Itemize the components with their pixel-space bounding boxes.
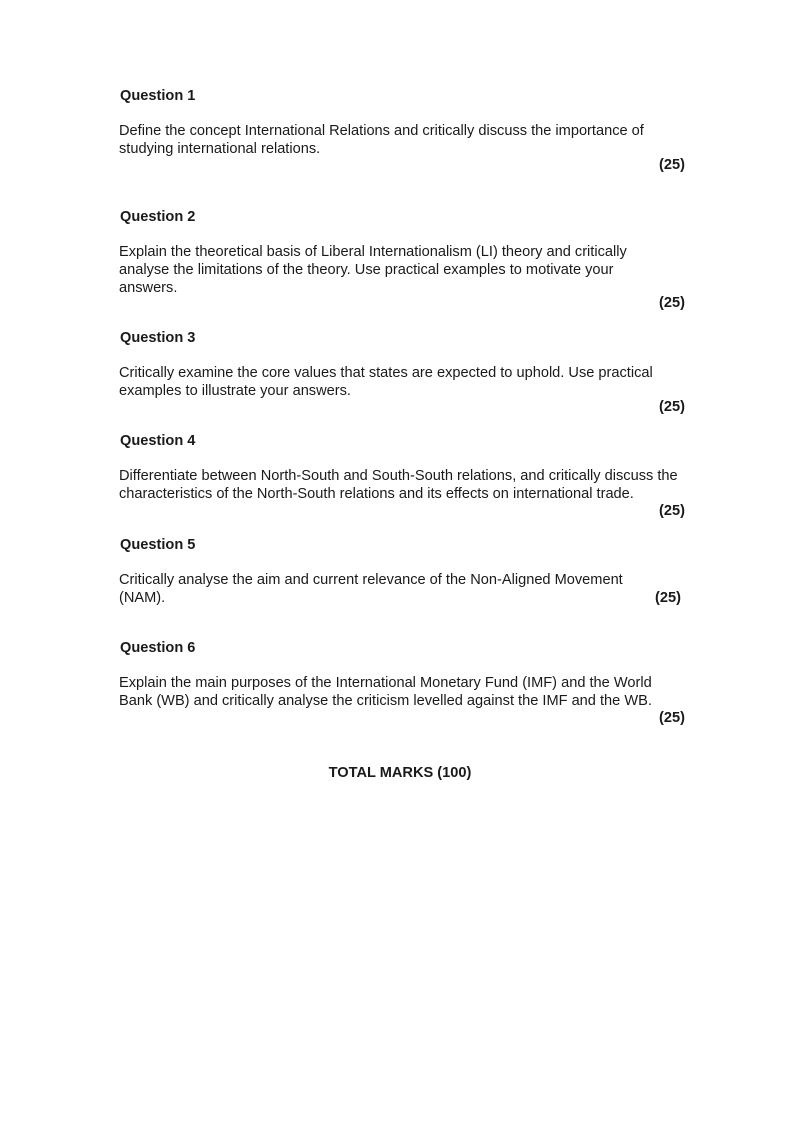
- question-5-marks: (25): [655, 590, 681, 606]
- question-5-text-line2: (NAM).: [119, 590, 166, 606]
- question-5-line2: [119, 589, 685, 607]
- question-2-marks: (25): [659, 295, 685, 311]
- question-1-title: Question 1: [120, 88, 196, 104]
- question-1-text: Define the concept International Relations and critically discuss the importance of studying international relations.: [119, 123, 644, 157]
- question-3-marks: (25): [659, 399, 685, 415]
- question-2-title: Question 2: [120, 209, 196, 225]
- question-2-text: Explain the theoretical basis of Liberal Internationalism (LI) theory and critically analyse the limitations of the theory. Use practical examples to motivate your answers.: [119, 244, 627, 296]
- total-marks: TOTAL MARKS (100): [328, 765, 472, 781]
- question-3-title: Question 3: [120, 330, 196, 346]
- question-5-title: Question 5: [120, 537, 196, 553]
- question-4-text: Differentiate between North-South and South-South relations, and critically discuss the characteristics of the North-South relations and its effects on international trade.: [119, 468, 678, 502]
- question-6-title: Question 6: [120, 640, 196, 656]
- question-3-text: Critically examine the core values that states are expected to uphold. Use practical examples to illustrate your answers.: [119, 365, 653, 399]
- question-4-marks: (25): [659, 503, 685, 519]
- question-6-marks: (25): [659, 710, 685, 726]
- question-6-text: Explain the main purposes of the International Monetary Fund (IMF) and the World Bank (WB) and critically analyse the criticism levelled against the IMF and the WB.: [119, 675, 652, 709]
- question-5-text: [119, 571, 685, 607]
- question-4-title: Question 4: [120, 433, 196, 449]
- question-5-text-line1: Critically analyse the aim and current relevance of the Non-Aligned Movement: [119, 572, 623, 588]
- question-1-marks: (25): [659, 157, 685, 173]
